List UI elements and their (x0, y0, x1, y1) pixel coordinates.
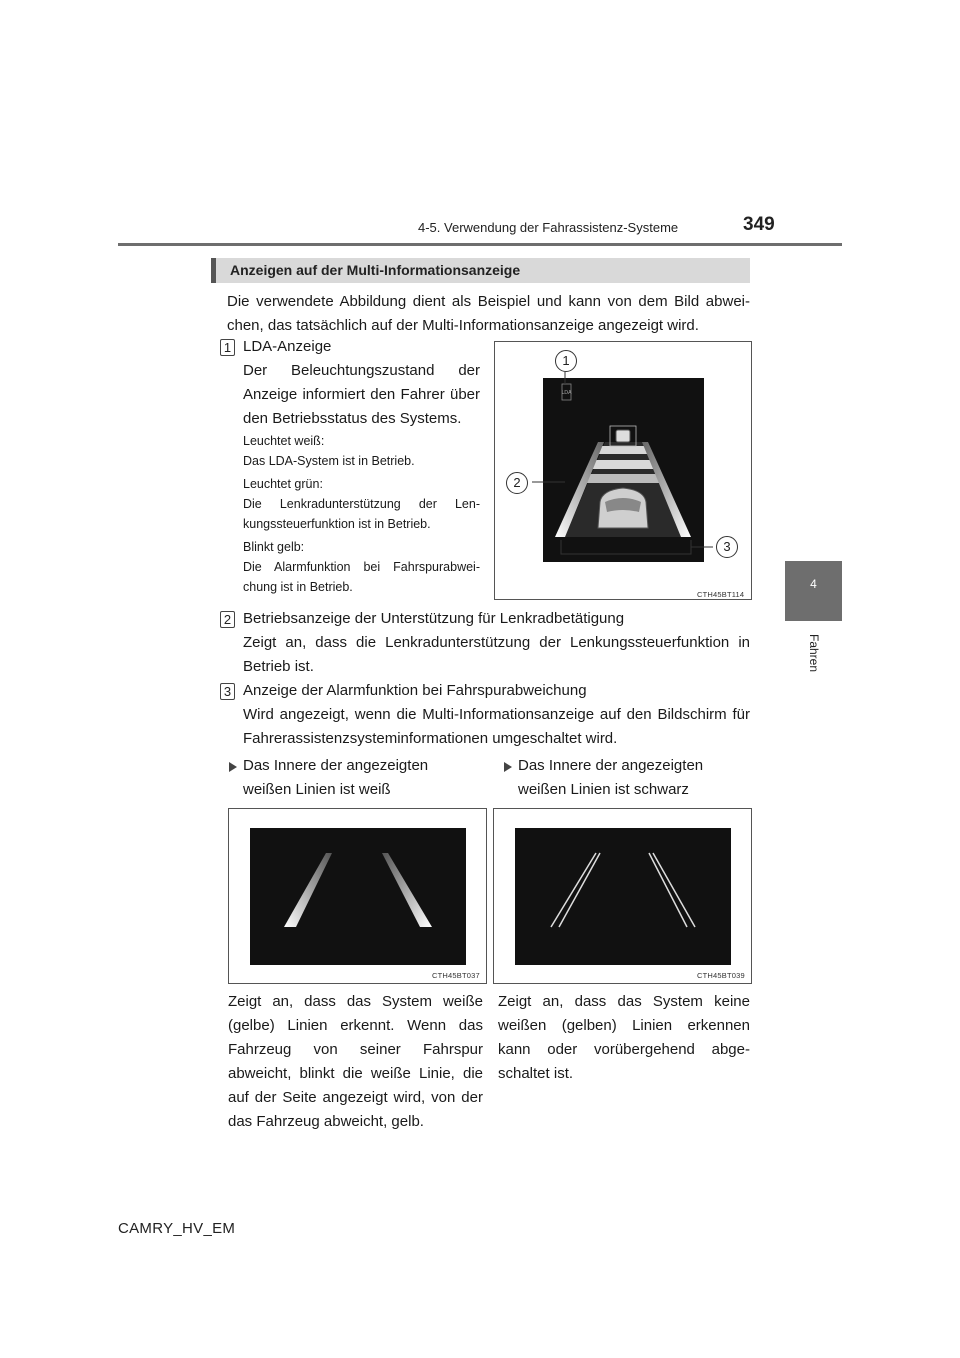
header-rule (118, 243, 842, 246)
figure-code: CTH45BT039 (697, 971, 745, 980)
compare-caption: Zeigt an, dass das System keine weißen (gelben) Linien erkennen kann oder vorübergehend abge-schaltet ist. (498, 993, 750, 1082)
intro-paragraph: Die verwendete Abbildung dient als Beispiel und kann von dem Bild abwei-chen, das tatsächlich auf der Multi-Informationsanzeige angezeigt wird. (227, 293, 750, 334)
chapter-label-text: Fahren (807, 633, 821, 673)
callout-2: 2 (506, 472, 528, 494)
note-head: Leuchtet grün: (243, 477, 323, 491)
item-body: Zeigt an, dass die Lenkradunterstützung der Lenkungssteuerfunktion in Betrieb ist. (243, 634, 750, 675)
compare-heading (243, 754, 483, 802)
section-title: Anzeigen auf der Multi-Informationsanzeige (230, 262, 521, 278)
note-text: Die Alarmfunktion bei Fahrspurabwei-chung ist in Betrieb. (243, 560, 480, 594)
bullet-triangle-icon (504, 762, 512, 772)
callout-3: 3 (716, 536, 738, 558)
figure-code: CTH45BT037 (432, 971, 480, 980)
figure-black-lines (493, 808, 752, 984)
compare-caption: Zeigt an, dass das System weiße (gelbe) Linien erkennt. Wenn das Fahrzeug von seiner Fahrspur abweicht, blinkt die weiße Linie, die auf der Seite angezeigt wird, von der das Fahrzeug abweicht, gelb. (228, 993, 483, 1130)
chapter-label (804, 628, 824, 688)
item-title: LDA-Anzeige (243, 338, 332, 355)
figure-white-lines (228, 808, 487, 984)
chapter-number: 4 (810, 577, 817, 591)
note-text: Das LDA-System ist in Betrieb. (243, 454, 415, 468)
bullet-triangle-icon (229, 762, 237, 772)
item-number-badge: 2 (220, 611, 235, 628)
compare-heading (518, 754, 750, 802)
page-number: 349 (743, 214, 775, 235)
note-block (243, 474, 480, 534)
main-figure (494, 341, 752, 600)
display-screen (250, 828, 466, 965)
section-heading (211, 258, 750, 283)
lane-display-illustration (495, 342, 751, 599)
display-screen (515, 828, 731, 965)
item-number-badge: 3 (220, 683, 235, 700)
item-title: Betriebsanzeige der Unterstützung für Lenkradbetätigung (243, 610, 625, 627)
compare-heading-line: weißen Linien ist weiß (243, 781, 391, 798)
steering-bar (599, 446, 647, 454)
white-lines-illustration (229, 809, 486, 983)
document-code: CAMRY_HV_EM (118, 1220, 236, 1237)
figure-code: CTH45BT114 (697, 590, 745, 599)
compare-heading-line: Das Innere der angezeigten (518, 757, 704, 774)
steering-bar (593, 460, 653, 469)
item-body: Der Beleuchtungszustand der Anzeige informiert den Fahrer über den Betriebsstatus des Systems. (243, 362, 480, 427)
item-number-badge: 1 (220, 339, 235, 356)
item-body: Wird angezeigt, wenn die Multi-Informationsanzeige auf den Bildschirm für Fahrerassistenzsysteminformationen umgeschaltet wird. (243, 706, 750, 747)
note-head: Leuchtet weiß: (243, 434, 325, 448)
lda-icon-text: LDA (561, 390, 572, 396)
callout-1: 1 (555, 350, 577, 372)
steering-bar (587, 474, 659, 483)
note-text: Die Lenkradunterstützung der Len-kungssteuerfunktion ist in Betrieb. (243, 497, 480, 531)
item-title: Anzeige der Alarmfunktion bei Fahrspurabweichung (243, 682, 587, 699)
front-vehicle-icon (616, 430, 630, 442)
compare-heading-line: Das Innere der angezeigten (243, 757, 429, 774)
black-lines-illustration (494, 809, 751, 983)
compare-heading-line: weißen Linien ist schwarz (518, 781, 689, 798)
running-header: 4-5. Verwendung der Fahrassistenz-Systeme (418, 220, 679, 235)
note-head: Blinkt gelb: (243, 540, 305, 554)
chapter-tab (785, 561, 842, 621)
note-block (243, 431, 480, 471)
note-block (243, 537, 480, 597)
